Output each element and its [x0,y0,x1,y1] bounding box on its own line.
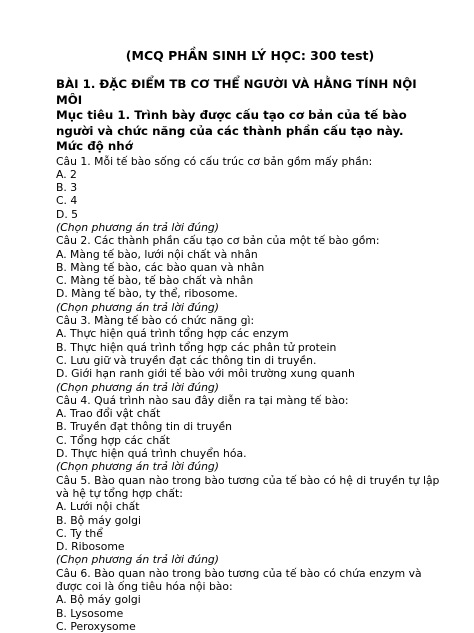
question-text: Câu 5. Bào quan nào trong bào tương của tế bào có hệ di truyền tự lập và hệ tự tổng hợp chất: [56,473,440,500]
answer-option: A. Trao đổi vật chất [56,407,161,421]
answer-option: C. Lưu giữ và truyền đạt các thông tin di truyền. [56,353,317,367]
answer-option: B. Truyền đạt thông tin di truyền [56,420,232,434]
answer-option: A. Bộ máy golgi [56,593,141,607]
section-title: BÀI 1. ĐẶC ĐIỂM TB CƠ THỂ NGƯỜI VÀ HẰNG TÍNH NỘI MÔI [56,77,417,107]
instruction-note: (Chọn phương án trả lời đúng) [56,220,220,234]
answer-option: B. Thực hiện quá trình tổng hợp các phân tử protein [56,340,337,354]
answer-option: C. Màng tế bào, tế bào chất và nhân [56,274,254,288]
answer-option: B. 3 [56,181,78,195]
answer-option: C. Peroxysome [56,619,136,633]
answer-option: D. Giới hạn ranh giới tế bào với môi trường xung quanh [56,367,355,381]
answer-option: A. Thực hiện quá trình tổng hợp các enzym [56,327,289,341]
question-text: Câu 3. Màng tế bào có chức năng gì: [56,314,255,328]
answer-option: B. Màng tế bào, các bào quan và nhân [56,260,265,274]
instruction-note: (Chọn phương án trả lời đúng) [56,460,220,474]
answer-option: C. Tổng hợp các chất [56,433,171,447]
answer-option: D. Thực hiện quá trình chuyển hóa. [56,447,247,461]
answer-option: B. Bộ máy golgi [56,513,141,527]
question-text: Câu 6. Bào quan nào trong bào tương của tế bào có chứa enzym và được coi là ống tiêu hóa nội bào: [56,566,422,593]
answer-option: C. 4 [56,194,78,208]
answer-option: B. Lysosome [56,606,124,620]
answer-option: A. Màng tế bào, lưới nội chất và nhân [56,247,258,261]
instruction-note: (Chọn phương án trả lời đúng) [56,553,220,567]
answer-option: D. 5 [56,207,79,221]
level-heading: Mức độ nhớ [56,139,133,153]
answer-option: C. Ty thể [56,526,103,540]
document-title: (MCQ PHẦN SINH LÝ HỌC: 300 test) [125,48,375,63]
instruction-note: (Chọn phương án trả lời đúng) [56,300,220,314]
answer-option: A. Lưới nội chất [56,500,140,514]
instruction-note: (Chọn phương án trả lời đúng) [56,380,220,394]
question-text: Câu 4. Quá trình nào sau đây diễn ra tại màng tế bào: [56,393,349,407]
question-text: Câu 1. Mỗi tế bào sống có cấu trúc cơ bản gồm mấy phần: [56,154,373,168]
answer-option: D. Màng tế bào, ty thể, ribosome. [56,287,238,301]
answer-option: D. Ribosome [56,540,125,554]
question-text: Câu 2. Các thành phần cấu tạo cơ bản của một tế bào gồm: [56,234,380,248]
answer-option: A. 2 [56,167,77,181]
objective-heading: Mục tiêu 1. Trình bày được cấu tạo cơ bản của tế bào người và chức năng của các thành phần cấu tạo này. [56,108,407,138]
